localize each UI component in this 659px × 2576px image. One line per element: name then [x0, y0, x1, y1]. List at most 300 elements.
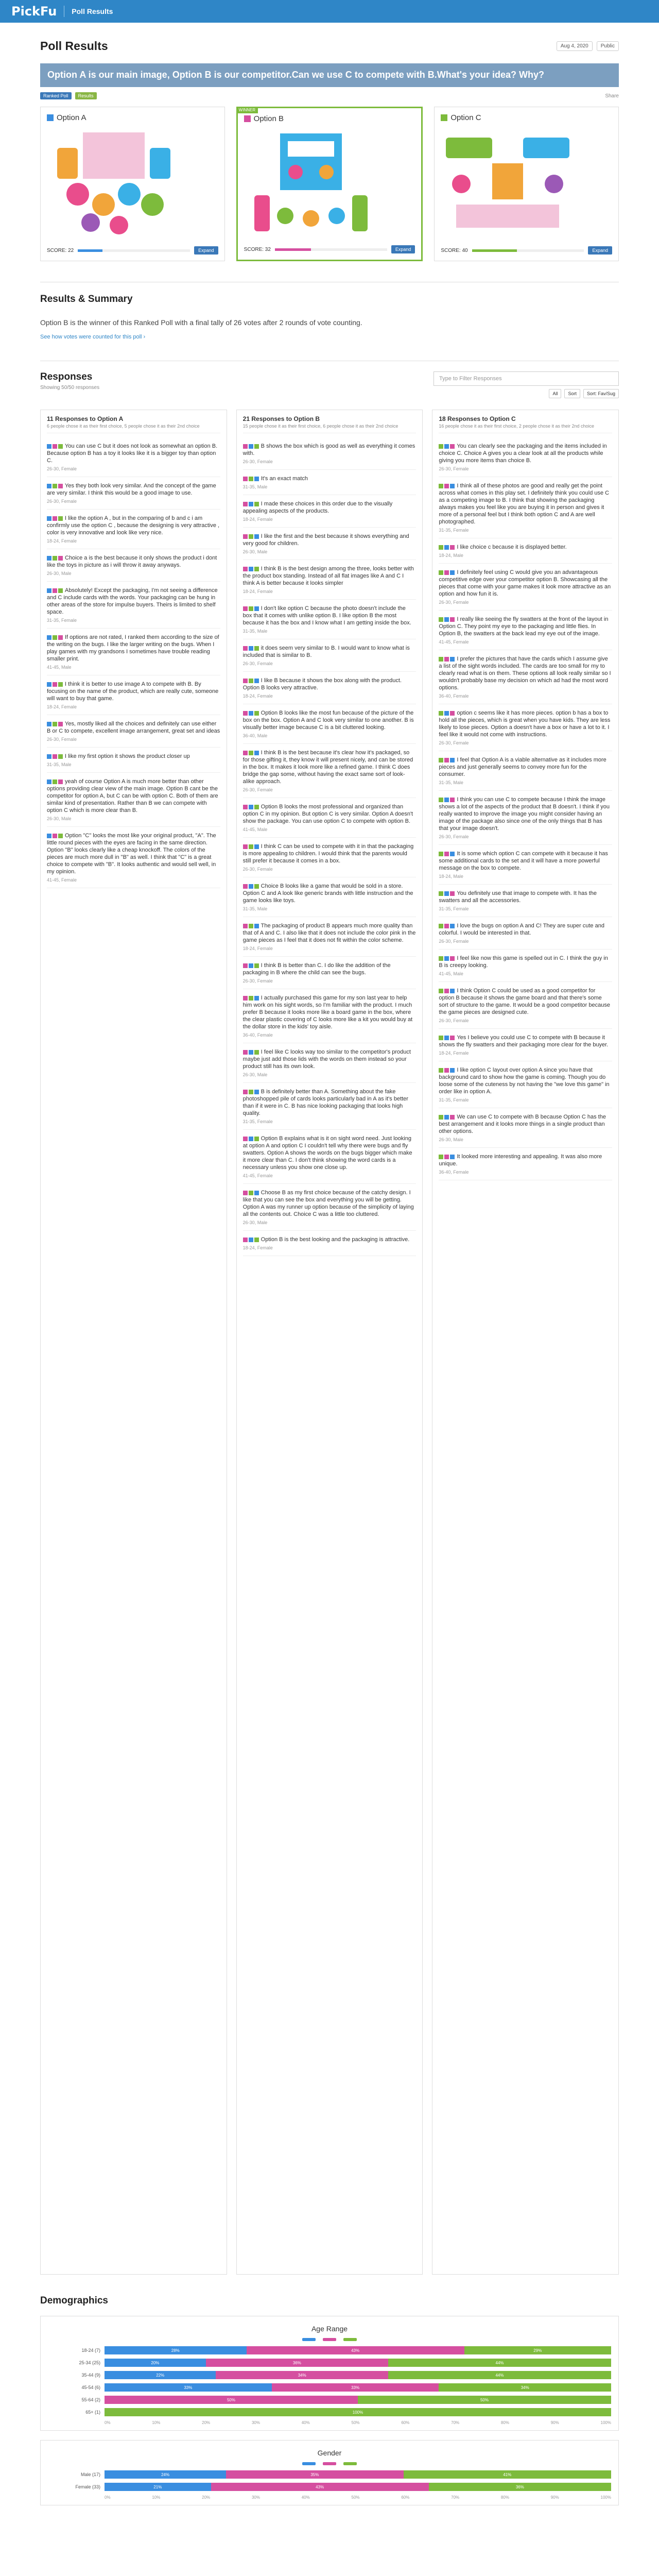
bar-segment[interactable]: 50% [358, 2396, 611, 2404]
response-item [439, 982, 612, 1029]
response-text: It is some which option C can compete with it because it has some additional cards to the set and it will have a more powerful message on the box to compete. [439, 851, 608, 871]
response-demographic: 26-30, Female [242, 787, 273, 792]
response-demographic: 31-35, Female [439, 906, 469, 911]
rank-swatch [450, 444, 455, 449]
poll-type-tag: Ranked Poll [40, 92, 72, 99]
response-item [243, 1231, 417, 1256]
response-demographic: 36-40, Male [242, 733, 268, 738]
response-text: I love the bugs on option A and C! They are super cute and colorful. I would be interested in that. [439, 923, 604, 936]
response-column [40, 410, 227, 2275]
vote-counting-link[interactable]: See how votes were counted for this poll › [40, 334, 146, 340]
response-demographic: 31-35, Female [439, 1097, 469, 1103]
response-text: Option B looks the most professional and organized than option C in my opinion. But option C is very similar. Option A doesn't show the package. You can use option C to compete with option B. [242, 804, 413, 824]
rank-swatch [450, 484, 455, 488]
response-text: I think Option C could be used as a good competitor for option B because it shows the game board and that there's some sort of structure to the game. It would be a good competitor because the game pieces are designed cute. [439, 988, 610, 1015]
axis-tick: 60% [401, 2420, 410, 2425]
rank-swatch [249, 963, 253, 968]
axis-tick: 10% [152, 2420, 161, 2425]
response-demographic: 26-30, Female [439, 834, 469, 839]
bar-row [48, 2359, 611, 2367]
rank-order-icon [439, 1115, 455, 1120]
response-demographic: 31-35, Female [47, 618, 77, 623]
response-text: You can clearly see the packaging and the items included in choice C. Choice A gives you a clear look at all the products while giving you more items than choice B. [439, 443, 607, 464]
option-c-score: SCORE: 40 [441, 247, 468, 253]
rank-order-icon [243, 805, 259, 809]
response-item [439, 1148, 612, 1180]
legend-swatch [343, 2462, 357, 2465]
bar-segment[interactable]: 35% [226, 2470, 403, 2479]
rank-swatch [243, 884, 248, 889]
response-item [243, 528, 417, 560]
response-item [243, 470, 417, 495]
option-a-card[interactable] [40, 107, 225, 261]
response-demographic: 36-40, Female [242, 1032, 273, 1038]
response-text: yeah of course Option A is much more better than other options providing clear view of the main image. Option B cant be the competitor for option A, but C can be with option C. Both of them are similar kind of presentation. Rather than B we can compete with option C which is more clear than B. [47, 778, 218, 814]
axis-tick: 90% [550, 2420, 559, 2425]
rank-swatch [243, 1137, 248, 1141]
rank-swatch [450, 1068, 455, 1073]
bar-segment[interactable]: 36% [206, 2359, 388, 2367]
response-text: You can use C but it does not look as somewhat an option B. Because option B has a toy it looks like it is a bigger toy than option C. [47, 443, 218, 464]
option-a-label: Option A [57, 113, 86, 122]
option-c-score-fill [472, 249, 517, 252]
rank-swatch [450, 891, 455, 896]
rank-swatch [444, 1115, 449, 1120]
legend-swatch [343, 2338, 357, 2341]
response-text: I like option C layout over option A since you have that background card to show how the game is coming. Though you do loose some of the cuteness by not having the "we love this game" in order like in option A. [439, 1067, 610, 1095]
response-item [243, 1043, 417, 1083]
axis-tick: 100% [600, 2420, 611, 2425]
response-item [243, 917, 417, 957]
rank-swatch [439, 956, 443, 961]
rank-swatch [243, 444, 248, 449]
rank-swatch [53, 754, 57, 759]
bar-segment[interactable]: 28% [105, 2346, 247, 2354]
filter-input[interactable]: Type to Filter Responses [433, 371, 619, 386]
rank-swatch [450, 657, 455, 662]
response-text: Choose B as my first choice because of the catchy design. I like that you can see the box and everything you will be getting. Option A was my runner up option because of the simplicity of laying all the contents out. Choice C was a little too cluttered. [242, 1190, 414, 1217]
response-demographic: 31-35, Male [242, 629, 268, 634]
rank-swatch [254, 646, 259, 651]
rank-swatch [243, 805, 248, 809]
rank-swatch [243, 1238, 248, 1242]
response-demographic: 26-30, Female [439, 600, 469, 605]
response-columns [40, 410, 619, 2275]
rank-swatch [450, 711, 455, 716]
response-text: It looked more interesting and appealing. It was also more unique. [439, 1154, 602, 1167]
response-demographic: 18-24, Female [242, 693, 273, 699]
rank-swatch [439, 1036, 443, 1040]
sort-button[interactable]: Sort [564, 389, 580, 398]
response-item [47, 510, 220, 549]
option-a-expand-button[interactable]: Expand [194, 246, 218, 255]
response-text: I actually purchased this game for my son last year to help him work on his sight words, so I'm familiar with the product. I much prefer B because it looks more like a board game in the box, where the clear plastic covering of C looks more like a kit you would buy at the dollar store in the kids' toy aisle. [242, 995, 413, 1030]
bar-segment[interactable]: 24% [105, 2470, 226, 2479]
rank-swatch [254, 567, 259, 571]
response-demographic: 26-30, Male [47, 816, 72, 821]
rank-order-icon [439, 989, 455, 993]
rank-order-icon [47, 722, 63, 726]
rank-order-icon [243, 534, 259, 539]
rank-swatch [439, 484, 443, 488]
rank-swatch [243, 679, 248, 683]
response-text: I really like seeing the fly swatters at the front of the layout in Option C. They point my eye to the packaging and little flies. In Option B, the swatters at the back lead my eye out of the image. [439, 616, 609, 637]
response-text: You definitely use that image to compete with. It has the swatters and all the accessories. [439, 890, 597, 904]
rank-swatch [444, 798, 449, 802]
question-box [40, 63, 619, 87]
response-text: Option "C" looks the most like your original product, "A". The little round pieces with the eyes are facing in the same direction. Option "B" looks clearly like a cheap knockoff. The colors of the pieces are much more dull in "B" as well. I think that "C" is a great choice to compete with "B". It looks authentic and would sell well, in my opinion. [47, 833, 216, 875]
rank-swatch [450, 798, 455, 802]
chart-title: Gender [317, 2449, 342, 2457]
response-item [243, 798, 417, 838]
rank-swatch [58, 834, 63, 838]
response-demographic: 26-30, Female [47, 737, 77, 742]
rank-order-icon [439, 852, 455, 856]
bar-segment[interactable]: 43% [211, 2483, 429, 2491]
option-c-expand-button[interactable]: Expand [588, 246, 612, 255]
response-column [236, 410, 423, 2275]
bar-segment[interactable]: 33% [272, 2383, 439, 2392]
bar-segment[interactable]: 33% [105, 2383, 272, 2392]
rank-order-icon [47, 444, 63, 449]
rank-order-icon [439, 711, 455, 716]
response-demographic: 31-35, Male [242, 906, 268, 911]
rank-swatch [243, 534, 248, 539]
rank-swatch [58, 556, 63, 561]
rank-swatch [450, 1036, 455, 1040]
rank-swatch [254, 711, 259, 716]
rank-swatch [439, 1155, 443, 1159]
rank-swatch [47, 556, 51, 561]
rank-swatch [243, 711, 248, 716]
rank-swatch [53, 588, 57, 593]
rank-order-icon [243, 996, 259, 1001]
rank-order-icon [439, 924, 455, 928]
rank-order-icon [439, 1068, 455, 1073]
bar-segment[interactable]: 21% [105, 2483, 211, 2491]
bar-label: Female (33) [75, 2484, 100, 2489]
response-text: We can use C to compete with B because Option C has the best arrangement and it looks more things in a single product than other options. [439, 1114, 606, 1134]
response-demographic: 41-45, Male [47, 665, 72, 670]
bar-segment[interactable]: 36% [429, 2483, 611, 2491]
rank-swatch [450, 1155, 455, 1159]
rank-order-icon [47, 484, 63, 488]
bar-segment[interactable]: 43% [247, 2346, 464, 2354]
options-row [40, 107, 619, 261]
rank-swatch [47, 754, 51, 759]
rank-swatch [249, 567, 253, 571]
rank-order-icon [439, 484, 455, 488]
rank-swatch [254, 751, 259, 755]
bar-segment[interactable]: 41% [404, 2470, 611, 2479]
response-item [439, 1029, 612, 1061]
responses-count: Showing 50/50 responses [40, 385, 100, 391]
rank-swatch [53, 779, 57, 784]
option-b-label: Option B [253, 114, 284, 123]
rank-swatch [249, 646, 253, 651]
bar-label: 35-44 (9) [81, 2372, 100, 2378]
bar-segment[interactable]: 34% [439, 2383, 611, 2392]
sort-fav-button[interactable]: Sort: Fav/Sug [583, 389, 619, 398]
rank-swatch [249, 1090, 253, 1094]
legend-swatch [302, 2462, 316, 2465]
chart-axis [105, 2420, 611, 2425]
response-item [243, 672, 417, 704]
bar-segment[interactable]: 34% [216, 2371, 388, 2379]
rank-swatch [47, 635, 51, 640]
rank-swatch [439, 758, 443, 762]
response-item [47, 675, 220, 715]
axis-tick: 70% [451, 2495, 460, 2500]
axis-tick: 70% [451, 2420, 460, 2425]
response-text: I prefer the pictures that have the cards which I assume give a list of the sight words included. The cards are too small for my to clearly read what is on them. These options all look really similar so I wouldn't probably base my decision on which ad had the most word options. [439, 656, 611, 691]
rank-swatch [47, 682, 51, 687]
pickfu-logo[interactable]: PickFu [11, 4, 57, 19]
rank-swatch [444, 711, 449, 716]
rank-swatch [243, 924, 248, 928]
response-item [439, 751, 612, 791]
response-item [439, 564, 612, 611]
rank-order-icon [243, 844, 259, 849]
rank-order-icon [243, 679, 259, 683]
rank-order-icon [243, 1050, 259, 1055]
response-item [439, 917, 612, 950]
rank-order-icon [439, 545, 455, 550]
chart-axis [105, 2495, 611, 2500]
rank-swatch [444, 924, 449, 928]
option-a-score-fill [78, 249, 102, 252]
rank-swatch [243, 844, 248, 849]
response-text: I think B is the best design among the three, looks better with the product box standing. Instead of all flat images like A and C I think A is better because it looks simpler [242, 566, 414, 586]
rank-order-icon [47, 588, 63, 593]
bar-label: 25-34 (25) [79, 2360, 100, 2365]
axis-tick: 30% [251, 2420, 260, 2425]
rank-swatch [249, 444, 253, 449]
response-demographic: 18-24, Female [242, 517, 273, 522]
response-demographic: 31-35, Male [242, 484, 268, 489]
response-item [47, 629, 220, 675]
response-demographic: 31-35, Male [47, 762, 72, 767]
response-text: Choice a is the best because it only shows the product i dont like the toys in picture as i will throw it away anyways. [47, 555, 217, 568]
chart-title: Age Range [311, 2325, 348, 2333]
rank-order-icon [47, 834, 63, 838]
response-text: Option B is the best looking and the packaging is attractive. [243, 1236, 417, 1243]
rank-order-icon [439, 617, 455, 622]
bar-segment[interactable]: 50% [105, 2396, 358, 2404]
bar-row [48, 2383, 611, 2392]
rank-swatch [243, 1191, 248, 1195]
bar-segment[interactable]: 44% [388, 2371, 611, 2379]
response-item [439, 791, 612, 845]
rank-swatch [243, 567, 248, 571]
rank-swatch [47, 444, 51, 449]
rank-swatch [444, 956, 449, 961]
response-item [243, 639, 417, 672]
response-item [47, 549, 220, 582]
response-item [47, 715, 220, 748]
rank-swatch [58, 444, 63, 449]
option-c-swatch [441, 114, 447, 121]
rank-swatch [53, 444, 57, 449]
column-subheader: 6 people chose it as their first choice, 5 people chose it as their 2nd choice [47, 423, 220, 433]
response-demographic: 26-30, Male [439, 1137, 463, 1142]
response-text: I think B is the best because it's clear how it's packaged, so for those gifting it, they know it will present nicely, and can be stored in the box. It makes it look more like a refined game. I think C does bridge the gap some, without having the exact same sort of look-alike approach. [242, 750, 413, 785]
bar-label: 65+ (1) [85, 2410, 100, 2415]
response-text: I think you can use C to compete because I think the image shows a lot of the aspects of the product that B doesn't. I think if you really wanted to improve the image you might consider having an image of the package also since one of the only things that B has that your image doesn't. [439, 796, 610, 832]
bar-row [48, 2408, 611, 2416]
response-demographic: 26-30, Female [242, 661, 273, 666]
rank-swatch [243, 996, 248, 1001]
axis-tick: 0% [105, 2420, 111, 2425]
axis-tick: 80% [500, 2420, 509, 2425]
bar-segment[interactable]: 20% [105, 2359, 206, 2367]
rank-swatch [249, 502, 253, 506]
rank-swatch [243, 1050, 248, 1055]
axis-tick: 50% [351, 2495, 360, 2500]
response-text: The packaging of product B appears much more quality than that of A and C. I also like that it does not include the color pink in the game pieces as I feel that it does not fit within the color scheme. [242, 923, 416, 943]
rank-order-icon [439, 891, 455, 896]
rank-swatch [439, 798, 443, 802]
rank-swatch [444, 444, 449, 449]
rank-swatch [243, 646, 248, 651]
response-text: it does seem very similar to B. I would want to know what is included that is similar to B. [242, 645, 410, 658]
rank-swatch [450, 758, 455, 762]
legend-swatch [323, 2462, 336, 2465]
rank-swatch [439, 891, 443, 896]
option-a-image[interactable] [47, 127, 181, 235]
response-item [439, 885, 612, 917]
response-item [243, 600, 417, 639]
axis-tick: 10% [152, 2495, 161, 2500]
option-c-card[interactable] [434, 107, 619, 261]
rank-swatch [249, 884, 253, 889]
visibility-badge[interactable]: Public [597, 41, 619, 51]
response-text: I like choice c because it is displayed better. [439, 544, 612, 551]
option-b-score: SCORE: 32 [244, 246, 271, 252]
question-text: Option A is our main image, Option B is our competitor.Can we use C to compete with B.What's your idea? Why? [47, 70, 545, 80]
axis-tick: 40% [301, 2420, 310, 2425]
rank-swatch [254, 502, 259, 506]
rank-swatch [450, 956, 455, 961]
rank-swatch [444, 852, 449, 856]
share-link[interactable]: Share [605, 93, 619, 99]
response-demographic: 26-30, Female [47, 466, 77, 471]
rank-swatch [58, 754, 63, 759]
bar-segment[interactable]: 29% [464, 2346, 611, 2354]
response-demographic: 26-30, Male [242, 1072, 268, 1077]
response-demographic: 26-30, Female [242, 867, 273, 872]
response-item [439, 477, 612, 538]
response-demographic: 41-45, Male [439, 971, 463, 976]
response-item [439, 437, 612, 477]
rank-swatch [254, 679, 259, 683]
winner-badge: WINNER [236, 107, 258, 113]
rank-order-icon [243, 1238, 259, 1242]
rank-swatch [444, 1155, 449, 1159]
rank-swatch [450, 1115, 455, 1120]
rank-order-icon [47, 754, 63, 759]
rank-order-icon [243, 924, 259, 928]
option-b-expand-button[interactable]: Expand [391, 245, 415, 253]
bar-row [48, 2396, 611, 2404]
axis-tick: 20% [202, 2495, 211, 2500]
rank-swatch [254, 924, 259, 928]
option-b-swatch [244, 115, 251, 122]
response-demographic: 41-45, Female [242, 1173, 273, 1178]
rank-swatch [243, 963, 248, 968]
rank-swatch [249, 534, 253, 539]
demographic-chart [40, 2316, 619, 2431]
rank-swatch [249, 1238, 253, 1242]
response-text: B shows the box which is good as well as everything it comes with. [242, 443, 415, 456]
rank-order-icon [243, 1137, 259, 1141]
response-item [243, 744, 417, 798]
response-demographic: 26-30, Female [242, 459, 273, 464]
rank-swatch [47, 516, 51, 521]
rank-swatch [249, 606, 253, 611]
response-item [439, 845, 612, 885]
response-text: I don't like option C because the photo doesn't include the box that it comes with unlike option B. I like option B the most because it has the box and I know what I am getting inside the box. [242, 605, 411, 626]
rank-swatch [254, 1238, 259, 1242]
rank-swatch [249, 805, 253, 809]
response-item [439, 650, 612, 704]
response-demographic: 31-35, Female [439, 528, 469, 533]
option-b-card[interactable] [236, 107, 423, 261]
response-demographic: 41-45, Female [47, 877, 77, 883]
response-text: It's an exact match [243, 475, 417, 482]
response-text: I like the first and the best because it shows everything and very good for children. [242, 533, 409, 547]
rank-order-icon [439, 570, 455, 575]
response-demographic: 26-30, Male [242, 549, 268, 554]
rank-swatch [444, 545, 449, 550]
rank-order-icon [243, 477, 259, 481]
response-text: Choice B looks like a game that would be sold in a store. Option C and A look like generic brands with little instruction and the game looks like toys. [242, 883, 413, 904]
rank-order-icon [439, 657, 455, 662]
option-c-image[interactable] [441, 127, 575, 235]
rank-swatch [439, 852, 443, 856]
rank-swatch [243, 477, 248, 481]
rank-swatch [444, 657, 449, 662]
rank-order-icon [243, 567, 259, 571]
summary-text: Option B is the winner of this Ranked Poll with a final tally of 26 votes after 2 rounds of vote counting. [40, 318, 362, 327]
option-a-score: SCORE: 22 [47, 247, 74, 253]
response-demographic: 18-24, Female [242, 946, 273, 951]
response-demographic: 26-30, Female [439, 740, 469, 745]
rank-order-icon [439, 758, 455, 762]
demographics-heading: Demographics [40, 2295, 108, 2306]
rank-swatch [254, 444, 259, 449]
column-header: 11 Responses to Option A [47, 415, 124, 422]
responses-heading: Responses [40, 371, 93, 382]
option-b-image[interactable] [244, 128, 378, 236]
rank-swatch [450, 989, 455, 993]
axis-tick: 60% [401, 2495, 410, 2500]
response-item [243, 495, 417, 528]
rank-swatch [439, 711, 443, 716]
rank-swatch [439, 545, 443, 550]
legend-swatch [323, 2338, 336, 2341]
response-text: I think all of these photos are good and really get the point across what comes in this play set. I definitely think you could use C as a competing image to B. I think that showing the packaging always makes you feel like you are buying it in person and gives it more of a personal feel but I think both option C and A are well photographed. [439, 483, 610, 525]
filter-all-button[interactable]: All [549, 389, 561, 398]
response-item [243, 704, 417, 744]
bar-segment[interactable]: 44% [388, 2359, 611, 2367]
bar-row [48, 2470, 611, 2479]
axis-tick: 40% [301, 2495, 310, 2500]
bar-segment[interactable]: 22% [105, 2371, 216, 2379]
rank-swatch [47, 588, 51, 593]
page-title: Poll Results [40, 39, 108, 53]
bar-segment[interactable]: 100% [105, 2408, 611, 2416]
